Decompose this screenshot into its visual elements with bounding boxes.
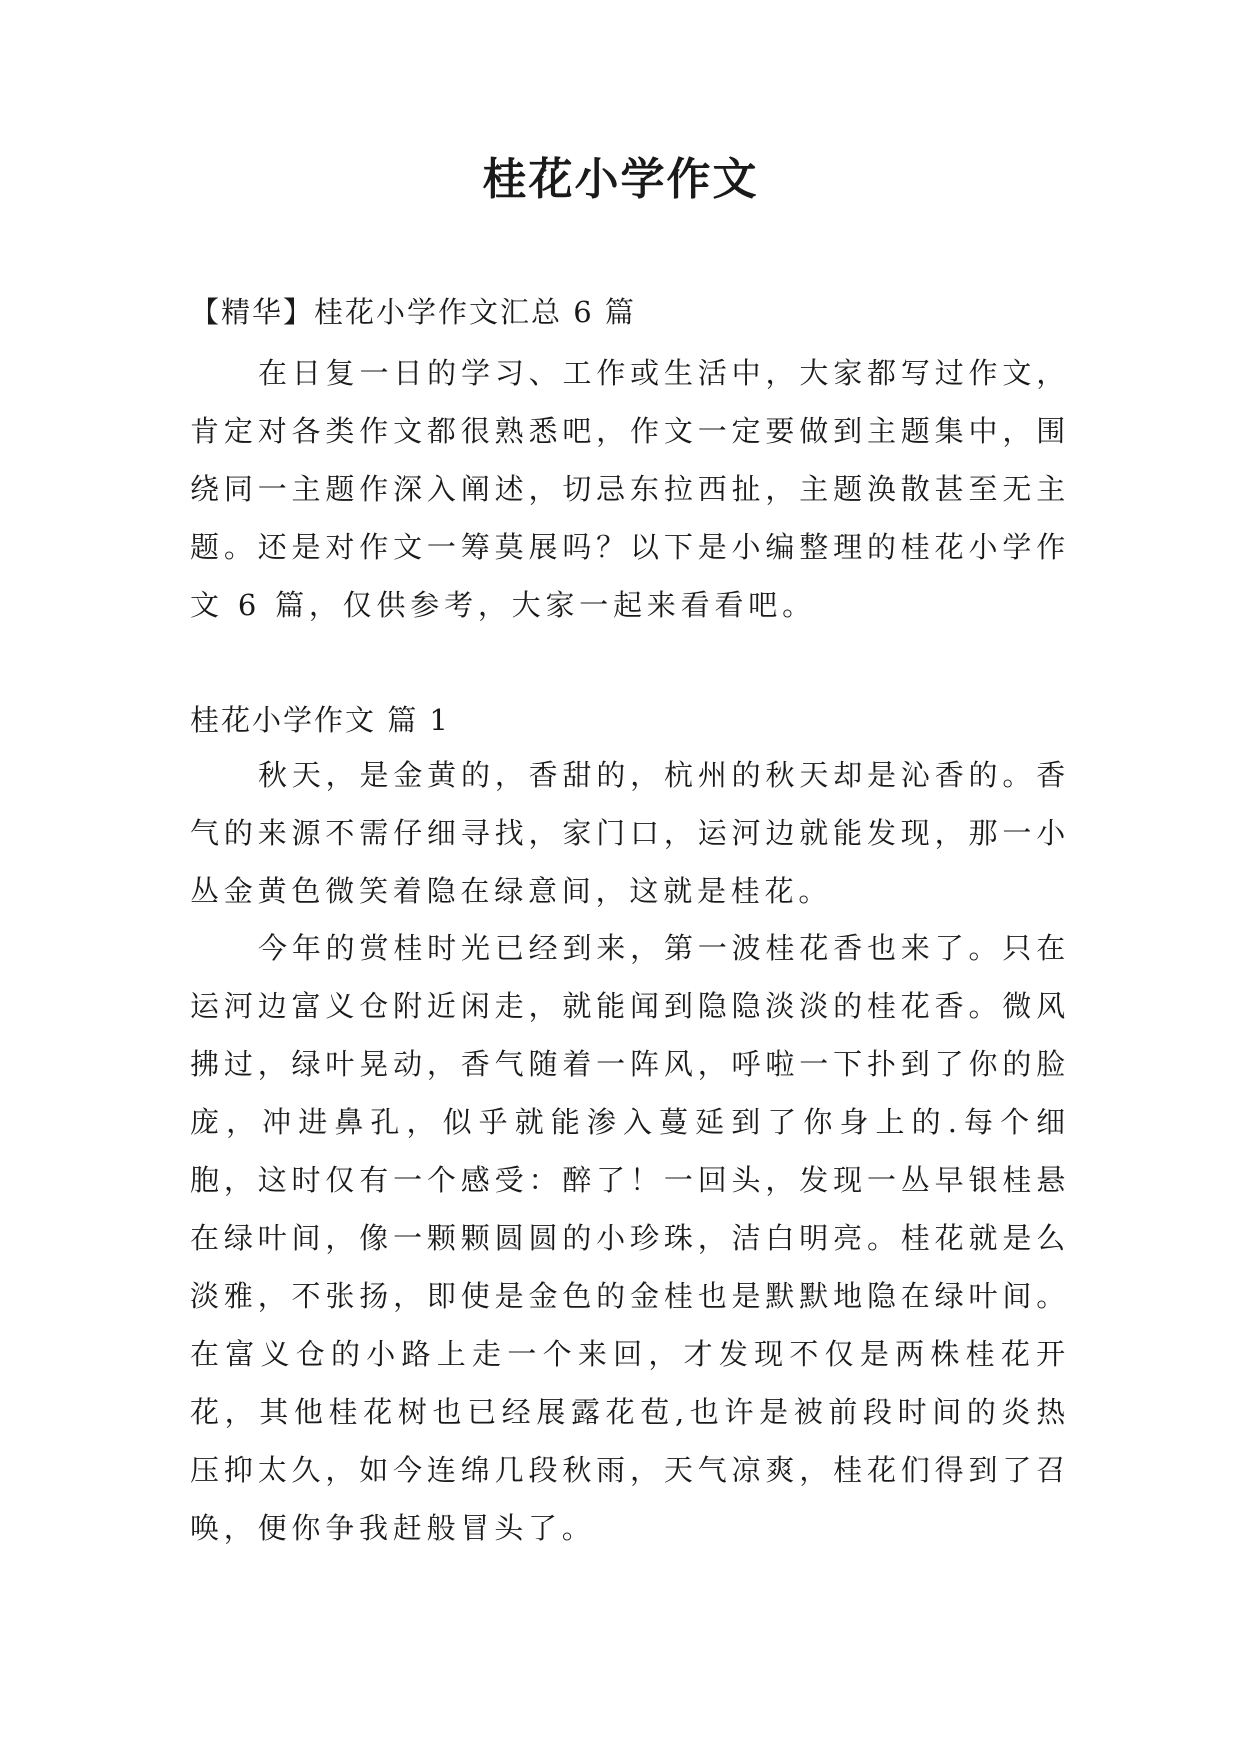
body-paragraph-2: 今年的赏桂时光已经到来，第一波桂花香也来了。只在运河边富义仓附近闲走，就能闻到隐隐淡淡的桂花香。微风拂过，绿叶晃动，香气随着一阵风，呼啦一下扑到了你的脸庞，冲进鼻孔，似乎就能渗入蔓延到了你身上的.每个细胞，这时仅有一个感受：醉了！一回头，发现一丛早银桂悬在绿叶间，像一颗颗圆圆的小珍珠，洁白明亮。桂花就是么淡雅，不张扬，即使是金色的金桂也是默默地隐在绿叶间。在富义仓的小路上走一个来回，才发现不仅是两株桂花开花，其他桂花树也已经展露花苞,也许是被前段时间的炎热压抑太久，如今连绵几段秋雨，天气凉爽，桂花们得到了召唤，便你争我赶般冒头了。 — [190, 931, 1070, 1545]
paragraph-1-block — [190, 746, 1070, 920]
intro-paragraph: 在日复一日的学习、工作或生活中，大家都写过作文，肯定对各类作文都很熟悉吧，作文一定要做到主题集中，围绕同一主题作深入阐述，切忌东拉西扯，主题涣散甚至无主题。还是对作文一筹莫展吗？以下是小编整理的桂花小学作文 6 篇，仅供参考，大家一起来看看吧。 — [190, 356, 1070, 622]
paragraph-2-block — [190, 919, 1070, 1557]
section-heading: 桂花小学作文 篇 1 — [190, 703, 450, 737]
document-subtitle: 【精华】桂花小学作文汇总 6 篇 — [190, 295, 636, 329]
intro-block — [190, 344, 1070, 634]
page-title: 桂花小学作文 — [482, 154, 759, 205]
body-paragraph-1: 秋天，是金黄的，香甜的，杭州的秋天却是沁香的。香气的来源不需仔细寻找，家门口，运河边就能发现，那一小丛金黄色微笑着隐在绿意间，这就是桂花。 — [190, 758, 1070, 908]
